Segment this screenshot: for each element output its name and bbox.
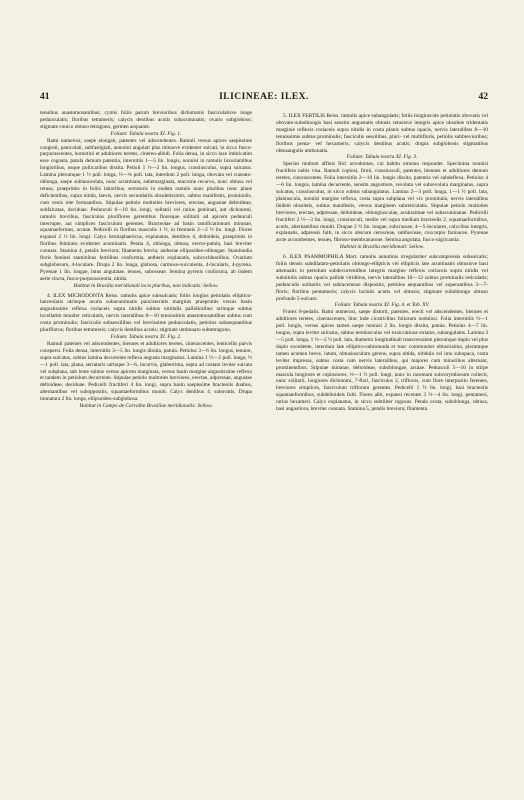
- habitat-species-3: Habitat in Brasilia meridionali locis pluribus, non indicatis: Sellow.: [73, 282, 219, 289]
- page-number-left: 41: [40, 92, 50, 102]
- species-4-description: Ramuli patentes vel adscendentes, biennes et adultiores teretes, cinerascentes, lenticellis parvis conspersi. Folia densa, internitiis 3—5 lin. longis dissita, patula. Petiolus 3—6 lin. longus, tenuior, supra sulcatus, subtus lamina decurrente reflexa angusta marginatus. Lamina 1 ½—2 poll. longa, ½—1 poll. lata, plana, serraturis utrinque 3—6, incurvis, glaberrima, supra ad costam leviter sulcata vel subplana, sub lente subtus versus apicem marginata, versus basin margine angustissime reflexo et tandem in petiolum decurrente. Stipulae petiolo multoties breviores, erectae, adpressae, angustae deltoideae, deciduae. Pedicelli fructiferi 4 lin. longi, supra basin saepissime bracteolis duabus, alternantibus vel suboppositis, squamaeformibus muniti. Calyx dentibus 4, subovatis. Drupa immatura 2 lin. longa, ellipsoideo-subglobosa.: [40, 340, 252, 403]
- species-4-heading: 4. ILEX MICRODONTA Reiss. ramulis apice subsulcatis; foliis longius petiolatis elliptico-lanceolatis utrinque acutis subacuminatis pauciserratis marginis praeprimis versus basin angustissime reflexa coriaceis supra nitidis subtus nitidulis pallidioribus utrinque subtus locellatim tenuiter reticulatis, nervis lateralibus 8—10 tenuissimis anastomosantibus subtus cum costa prominulis; fasciculis subsessilibus vel brevissime pedunculatis, petiolos subaequantibus pluriflorus; floribus tetrameris; calycis dentibus acutis; stigmate umbonato subtetragono.: [40, 292, 252, 334]
- species-5-heading: 5. ILEX FERTILIS Reiss. ramulis apice subangulatis; foliis longiuscule petiolatis obovatis vel obovato-subobiongis basi sensim angustatis obtusis retusisve integris apice obsolete tridentatis marginie reflexis coriaceis supra nitidis in costa planis subtus opacis, nervis lateralibus 8—10 tenuissimis subtus prominulis; fasciculis sessilibus, pluri- vel multifloris, petiolis subbrevioribus; floribus penta- vel hexameris; calycis dentibus acutis; drupis subglobosis stigmatibus obtusangulis umbonatis.: [276, 113, 488, 154]
- running-title: ILICINEAE: ILEX.: [219, 92, 309, 102]
- running-header: [40, 92, 488, 106]
- page-number-right: 42: [478, 92, 488, 102]
- species-6-description: Frutex 8-pedalis. Rami numerosi, saepe distorti, patentes, erecti vel adscendentes, biennes et adultiores teretes, cinerascentes, hinc inde cicatricibus foliorum nodulosi. Folia internitiis ½—1 poll. longis, versus apices tamen saepe nonnisi 2 lin. longis dissita, patula. Petiolus 4—7 lin. longus, supra leviter sulcatus, subtus teretiusculus vel exsiccatione striatus, subangulatus. Lamina 3—5 poll. longa, 1 ½—2 ½ poll. lata, diametro longitudinali transversalem plerumque duplo vel plus duplo excedente, interdum late elliptico-subrotunda et tunc communiter obtusissima, plerumque tamen acumen breve, latum, obtusiusculum gerens, supra nitida, nitidula vel imo subopaca, costa leviter impressa, subtus costa cum nervis lateralibus, qui majores cum minoribus alternant, prominentibus. Stipulae minutae, deltoideae, suboblongae, acutae. Pedunculi 5—10 in stirpe mascula longiores et copiosiores, ⅓—1 ½ poll. longi, nunc in racemum subcorymbosum collecti, nunc solitarii, longiores dichotomi, 7-flori, fasciculos 2, trifloros, cum flore interposito ferentes, breviores simplices, fasciculum triflorum gerentes. Pedicelli 1 ½ lin. longi, basi bracteolis squamaeformibus, subdeltoideis fulti. Flores albi, expansi recentes 3 ½—4 lin. longi, pentameri, rarius hexameri. Calyx explanatus, in sicco subtiliter rugosus. Petala ovata, suboblonga, obtusa, basi angustiora, breviter connata. Stamina 5, petalis breviora; filamenta: [276, 309, 488, 413]
- figure-reference-2: Folium: Tabula nostra XI. Fig. 2.: [110, 334, 182, 340]
- habitat-species-4: Habitat in Campo de Carvalho Brasiliae meridionalis: Sellow.: [79, 403, 213, 410]
- habitat-species-5: Habitat in Brasilia meridionali: Sellow.: [339, 244, 425, 251]
- figure-reference-3: Folium: Tabula nostra XI. Fig. 3.: [346, 154, 418, 161]
- species-5-description: Species multum affinis Ilici acrodontae, cui habitu omnino respondet. Specimina nonnisi fructifera nobis visa. Ramuli copiosi, firmi, crassiusculi, patentes, biennes et adultiores demum teretes, cinerascentes. Folia internitiis 2—10 lin. longis dissita, patentia vel subdeflexa. Petiolus 4—6 lin. longus, lamina decurrente, sensim angustiore, revoluta vel subrevoluta marginatus, supra sulcatus, crassiusculus, in sicco subtus subangulatus. Lamina 2—3 poll. longa, 1—1 ½ poll. lata, planiuscula, nonnisi margine reflexa, costa supra subplana vel vix prominula, nervis lateralibus ibidem obsoletis, subtus manifestis, versus marginem subreticulatis. Stipulae petiolo multoties breviores, erectae, adpressae, deltoideae, oblongiusculae, acutissimae vel subacuminatae. Pedicelli fructiferi 2 ½—3 lin. longi, crassiusculi, medio vel supra medium bracteolis 2, squamaeformibus, acutis, alternantibus muniti. Drupae 2 ½ lin. longae, subcrassae, 4—5-loculares, calycibus integris, explanatis, adpressis fulti, in sicco obscure cerosceae, subfusceae, coxcarpio farinaceo. Pyrenae arcte accumbentes, tenues, fibroso-membranaceae. Semina angulata, fusco-nigricantia.: [276, 161, 488, 244]
- figure-reference-1: Folium: Tabula nostra XI. Fig. 1.: [110, 130, 182, 137]
- continued-diagnosis: tenuibus anastomosantibus; cymis foliis parum brevioribus dichotomis fasciculatisve longe pedunculatis; floribus tetrameris; calycis dentibus acutis subacuminatis; ovario subgloboso; stigmate conico obtuso tetragono, germen aequante.: [40, 110, 252, 130]
- right-column: [276, 110, 488, 760]
- figure-reference-4: Folium: Tabula nostra XI. Fig. 4. et Tab. XV.: [334, 302, 430, 309]
- left-column: [40, 110, 252, 760]
- species-6-heading: 6. ILEX PSAMMOPHILA Mart. ramulis annotinis irregulariter subcompressis subsulcatis; foliis densis subdilatato-petiolatis oblongo-ellipticis vel ellipticis late acuminatis obtusisve basi attenuatis in petiolum subdecurrentibus integris margine reflexis coriaceis supra nitidis vel subnitidis subtus opacis pallide viridibus, nervis lateralibus 10—12 subtus prominulis reticulatis; pedunculis solitariis vel subracemose dispositis, petiolos aequantibus vel superantibus 3—7-floris; floribus pentameris; calycis laciniis acutis vel obtusis; stigmate subobiongo obtuso profunde 5-sulcato.: [276, 254, 488, 302]
- species-3-description: Rami numerosi, saepe elongati, patentes vel adscendentes. Ramuli versus apices saepissime congesti, paniculati, subfastigiati, annotini angulati plus minusve evidenter sulcati, in sicco fusco-purpurascentes, hornotini et adultiores teretes, cinereo-albidi. Folia densa, in sicco laxe imbricatim esse cognata, patula demum patentia, internitiis 1—5 lin. longis, nonnisi in ramulis luxuriantibus longioribus, usque pollicaribus dissita. Petioli 1 ½—2 lin. longus, crassiusculus, supra sulcatus. Lamina plerumque 1 ½ poll. longa, ½—¾ poll. lata, interdum 2 poll. longa, obovata vel cuneato-oblonga, saepe sublanceolata, nunc acuminata, subemarginata, mucrone recurvo, nunc obtusa vel retusa, praeprimis in foliis latioribus, serraturis in eodem ramulo nunc pluribus nunc plane deficientibus, supra nitida, laevis, nervis secundariis obsoletissimis, subtus manifestis, prominulis, cum venis rete formantibus. Stipulae petiolo multoties breviores, erectae, angustae deltoideae, subfalcatae, deciduae. Pedunculi 6—10 lin. longi, solitarii vel rarius geminati, aut dichotomi, ramulis brevibus, fasciculos pluriflores gerentibus floresque solitarii ad apicem pedunculi interrupte, aut simplices fasciculum gerentes. Bracteolae ad basin ramificationum minutae, squamaeformes, acutae. Pedicelli in floribus masculis 1 ½, in femineis 2—2 ½ lin. longi. Flores expansi 2 ½ lin. longi. Calyx hemisphaericus, explanatus, dentibus 4, deltoideis, praeprimis in floribus femineis evidenter acuminatis. Petala 4, oblonga, obtusa, erecto-patula, basi breviter connata. Stamina 4, petalis breviora; filamenta brevia; antherae ellipsoideo-oblongae. Staminodia floris feminei staminibus fertilibus conformia, antheris explanatis, subcochleariibus. Ovarium subglobosum, 4-loculare. Drupa 2 lin. longa, globosa, carmoso-succulenta, 4-locularis, 4-pyrena. Pyrenae 1 lin. longae, intus angulatae, tenues, subosseae. Semina pyrenis conformia, ab iisdem aerte cincta, fusco-purpurascentia, nitida.: [40, 137, 252, 282]
